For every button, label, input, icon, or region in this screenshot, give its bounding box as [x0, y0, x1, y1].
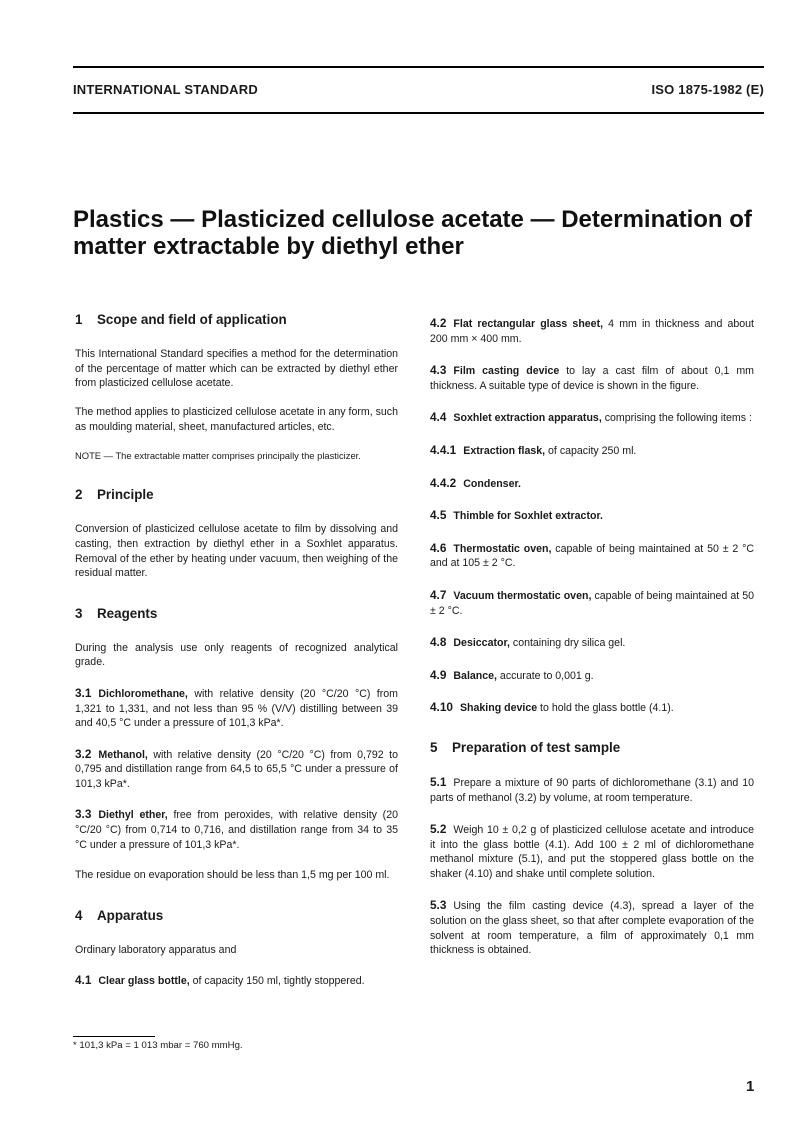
preparation-5-3: 5.3 Using the film casting device (4.3), spread a layer of the solution on the glass sheet, so that after complete evaporation of the solvent at room temperature, a film of approximately 0,1 mm thickness is obtained. [430, 898, 754, 957]
section-4-heading: 4 Apparatus [75, 907, 164, 923]
apparatus-4-2: 4.2 Flat rectangular glass sheet, 4 mm in thickness and about 200 mm × 400 mm. [430, 316, 754, 345]
reagent-3-3: 3.3 Diethyl ether, free from peroxides, with relative density (20 °C/20 °C) from 0,714 to 0,716, and distillation range from 34 to 35 °C under a pressure of 101,3 kPa*. [75, 807, 398, 851]
header-rule-bottom [73, 112, 764, 114]
apparatus-4-8: 4.8 Desiccator, containing dry silica gel. [430, 635, 626, 650]
reagents-intro: During the analysis use only reagents of recognized analytical grade. [75, 641, 398, 669]
apparatus-4-10: 4.10 Shaking device to hold the glass bottle (4.1). [430, 700, 674, 715]
section-5-heading: 5 Preparation of test sample [430, 739, 621, 755]
document-title: Plastics — Plasticized cellulose acetate — Determination of matter extractable by diethyl ether [73, 206, 752, 260]
apparatus-4-9: 4.9 Balance, accurate to 0,001 g. [430, 667, 594, 682]
apparatus-4-1: 4.1 Clear glass bottle, of capacity 150 ml, tightly stoppered. [75, 973, 365, 988]
left-column [75, 312, 398, 989]
section-3-heading: 3 Reagents [75, 605, 158, 621]
apparatus-4-5: 4.5 Thimble for Soxhlet extractor. [430, 508, 603, 523]
apparatus-4-7: 4.7 Vacuum thermostatic oven, capable of being maintained at 50 ± 2 °C. [430, 587, 755, 617]
header-rule-top [73, 66, 764, 68]
page-number: 1 [746, 1078, 755, 1095]
apparatus-intro: Ordinary laboratory apparatus and [75, 943, 237, 956]
apparatus-4-4-2: 4.4.2 Condenser. [430, 475, 521, 490]
apparatus-4-3: 4.3 Film casting device to lay a cast film of about 0,1 mm thickness. A suitable type of device is shown in the figure. [430, 363, 755, 392]
reagent-3-1: 3.1 Dichloromethane, with relative density (20 °C/20 °C) from 1,321 to 1,331, and not less than 95 % (V/V) distilling between 39 and 40,5 °C under a pressure of 101,3 kPa*. [75, 685, 398, 730]
apparatus-4-6: 4.6 Thermostatic oven, capable of being maintained at 50 ± 2 °C and at 105 ± 2 °C. [430, 540, 754, 570]
footnote: * 101,3 kPa = 1 013 mbar = 760 mmHg. [73, 1040, 243, 1051]
scope-note: NOTE — The extractable matter comprises principally the plasticizer. [75, 449, 361, 461]
scope-paragraph-2: The method applies to plasticized cellulose acetate in any form, such as moulding material, sheet, manufactured articles, etc. [75, 406, 398, 433]
preparation-5-1: 5.1 Prepare a mixture of 90 parts of dichloromethane (3.1) and 10 parts of methanol (3.2) by volume, at room temperature. [430, 774, 754, 804]
header-document-number: ISO 1875-1982 (E) [651, 82, 764, 97]
principle-paragraph: Conversion of plasticized cellulose acetate to film by dissolving and casting, then extraction by diethyl ether in a Soxhlet apparatus. Removal of the ether by heating under vacuum, then weighing of the residual matter. [75, 523, 398, 580]
section-1-heading: 1 Scope and field of application [75, 312, 287, 327]
header-standard-label: INTERNATIONAL STANDARD [73, 82, 258, 97]
reagent-3-2: 3.2 Methanol, with relative density (20 °C/20 °C) from 0,792 to 0,795 and distillation range from 64,5 to 65,5 °C under a pressure of 101,3 kPa*. [75, 746, 398, 790]
section-2-heading: 2 Principle [75, 487, 154, 503]
scope-paragraph-1: This International Standard specifies a method for the determination of the percentage of matter which can be extracted by diethyl ether from plasticized cellulose acetate. [75, 348, 398, 390]
preparation-5-2: 5.2 Weigh 10 ± 0,2 g of plasticized cellulose acetate and introduce it into the glass bottle (4.1). Add 100 ± 2 ml of dichloromethane methanol mixture (5.1), and put the stoppered glass bottle on the shaker (4.10) and shake until complete solution. [430, 822, 754, 880]
apparatus-4-4-1: 4.4.1 Extraction flask, of capacity 250 ml. [430, 442, 637, 457]
footnote-rule [73, 1036, 155, 1037]
right-column [430, 316, 754, 958]
reagents-residue-note: The residue on evaporation should be less than 1,5 mg per 100 ml. [75, 869, 390, 882]
apparatus-4-4: 4.4 Soxhlet extraction apparatus, comprising the following items : [430, 410, 752, 425]
